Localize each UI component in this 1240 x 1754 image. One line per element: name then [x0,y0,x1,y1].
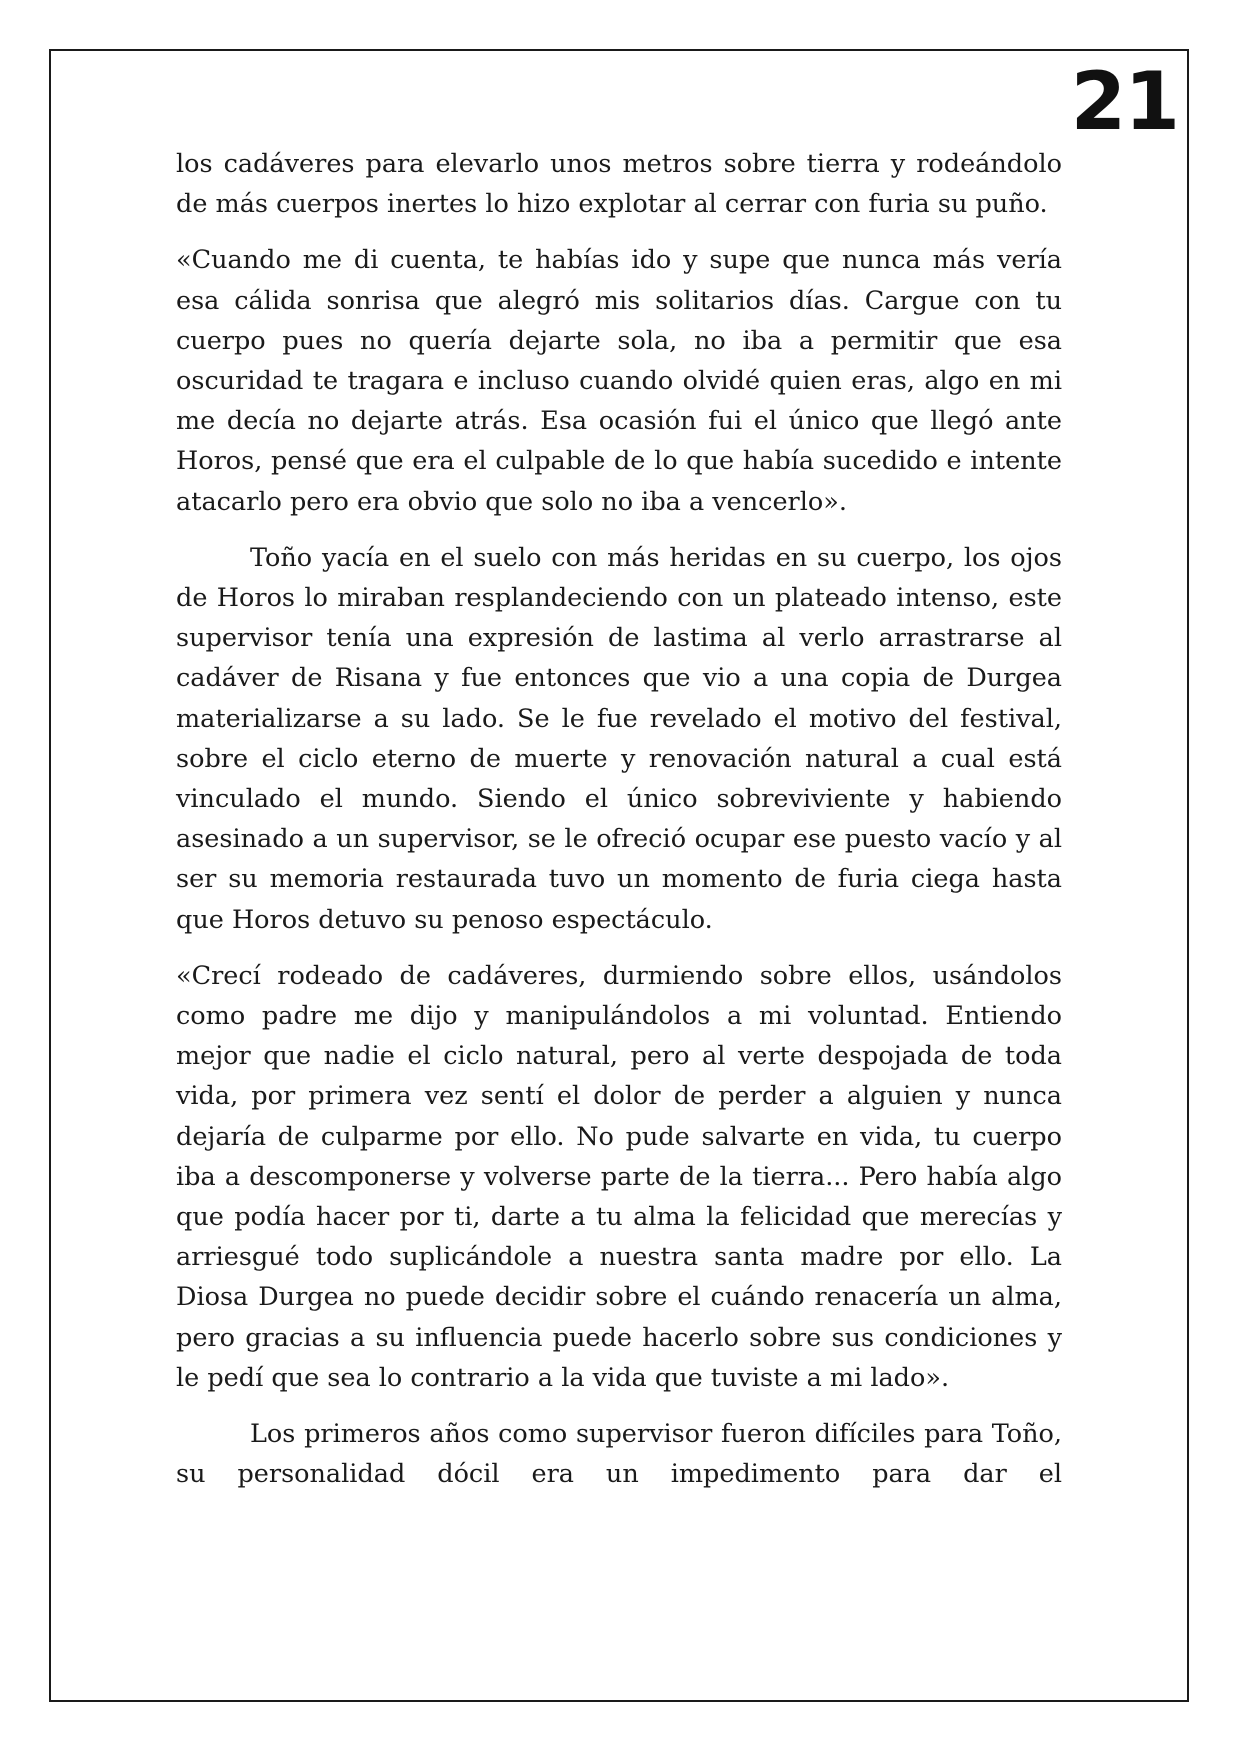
paragraph: los cadáveres para elevarlo unos metros sobre tierra y rodeándolo de más cuerpos inertes lo hizo explotar al cerrar con furia su puño. [176,149,1062,220]
text-body [176,144,1062,1495]
page-number: 21 [1070,55,1178,148]
paragraph: Los primeros años como supervisor fueron difíciles para Toño, su personalidad dócil era un impedimento para dar el [176,1419,1062,1490]
paragraph: Toño yacía en el suelo con más heridas en su cuerpo, los ojos de Horos lo miraban resplandeciendo con un plateado intenso, este supervisor tenía una expresión de lastima al verlo arrastrarse al cadáver de Risana y fue entonces que vio a una copia de Durgea materializarse a su lado. Se le fue revelado el motivo del festival, sobre el ciclo eterno de muerte y renovación natural a cual está vinculado el mundo. Siendo el único sobreviviente y habiendo asesinado a un supervisor, se le ofreció ocupar ese puesto vacío y al ser su memoria restaurada tuvo un momento de furia ciega hasta que Horos detuvo su penoso espectáculo. [176,542,1062,935]
paragraph: «Cuando me di cuenta, te habías ido y supe que nunca más vería esa cálida sonrisa que alegró mis solitarios días. Cargue con tu cuerpo pues no quería dejarte sola, no iba a permitir que esa oscuridad te tragara e incluso cuando olvidé quien eras, algo en mi me decía no dejarte atrás. Esa ocasión fui el único que llegó ante Horos, pensé que era el culpable de lo que había sucedido e intente atacarlo pero era obvio que solo no iba a vencerlo». [176,245,1062,517]
paragraph: «Crecí rodeado de cadáveres, durmiendo sobre ellos, usándolos como padre me dijo y manipulándolos a mi voluntad. Entiendo mejor que nadie el ciclo natural, pero al verte despojada de toda vida, por primera vez sentí el dolor de perder a alguien y nunca dejaría de culparme por ello. No pude salvarte en vida, tu cuerpo iba a descomponerse y volverse parte de la tierra... Pero había algo que podía hacer por ti, darte a tu alma la felicidad que merecías y arriesgué todo suplicándole a nuestra santa madre por ello. La Diosa Durgea no puede decidir sobre el cuándo renacería un alma, pero gracias a su influencia puede hacerlo sobre sus condiciones y le pedí que sea lo contrario a la vida que tuviste a mi lado». [176,960,1062,1393]
